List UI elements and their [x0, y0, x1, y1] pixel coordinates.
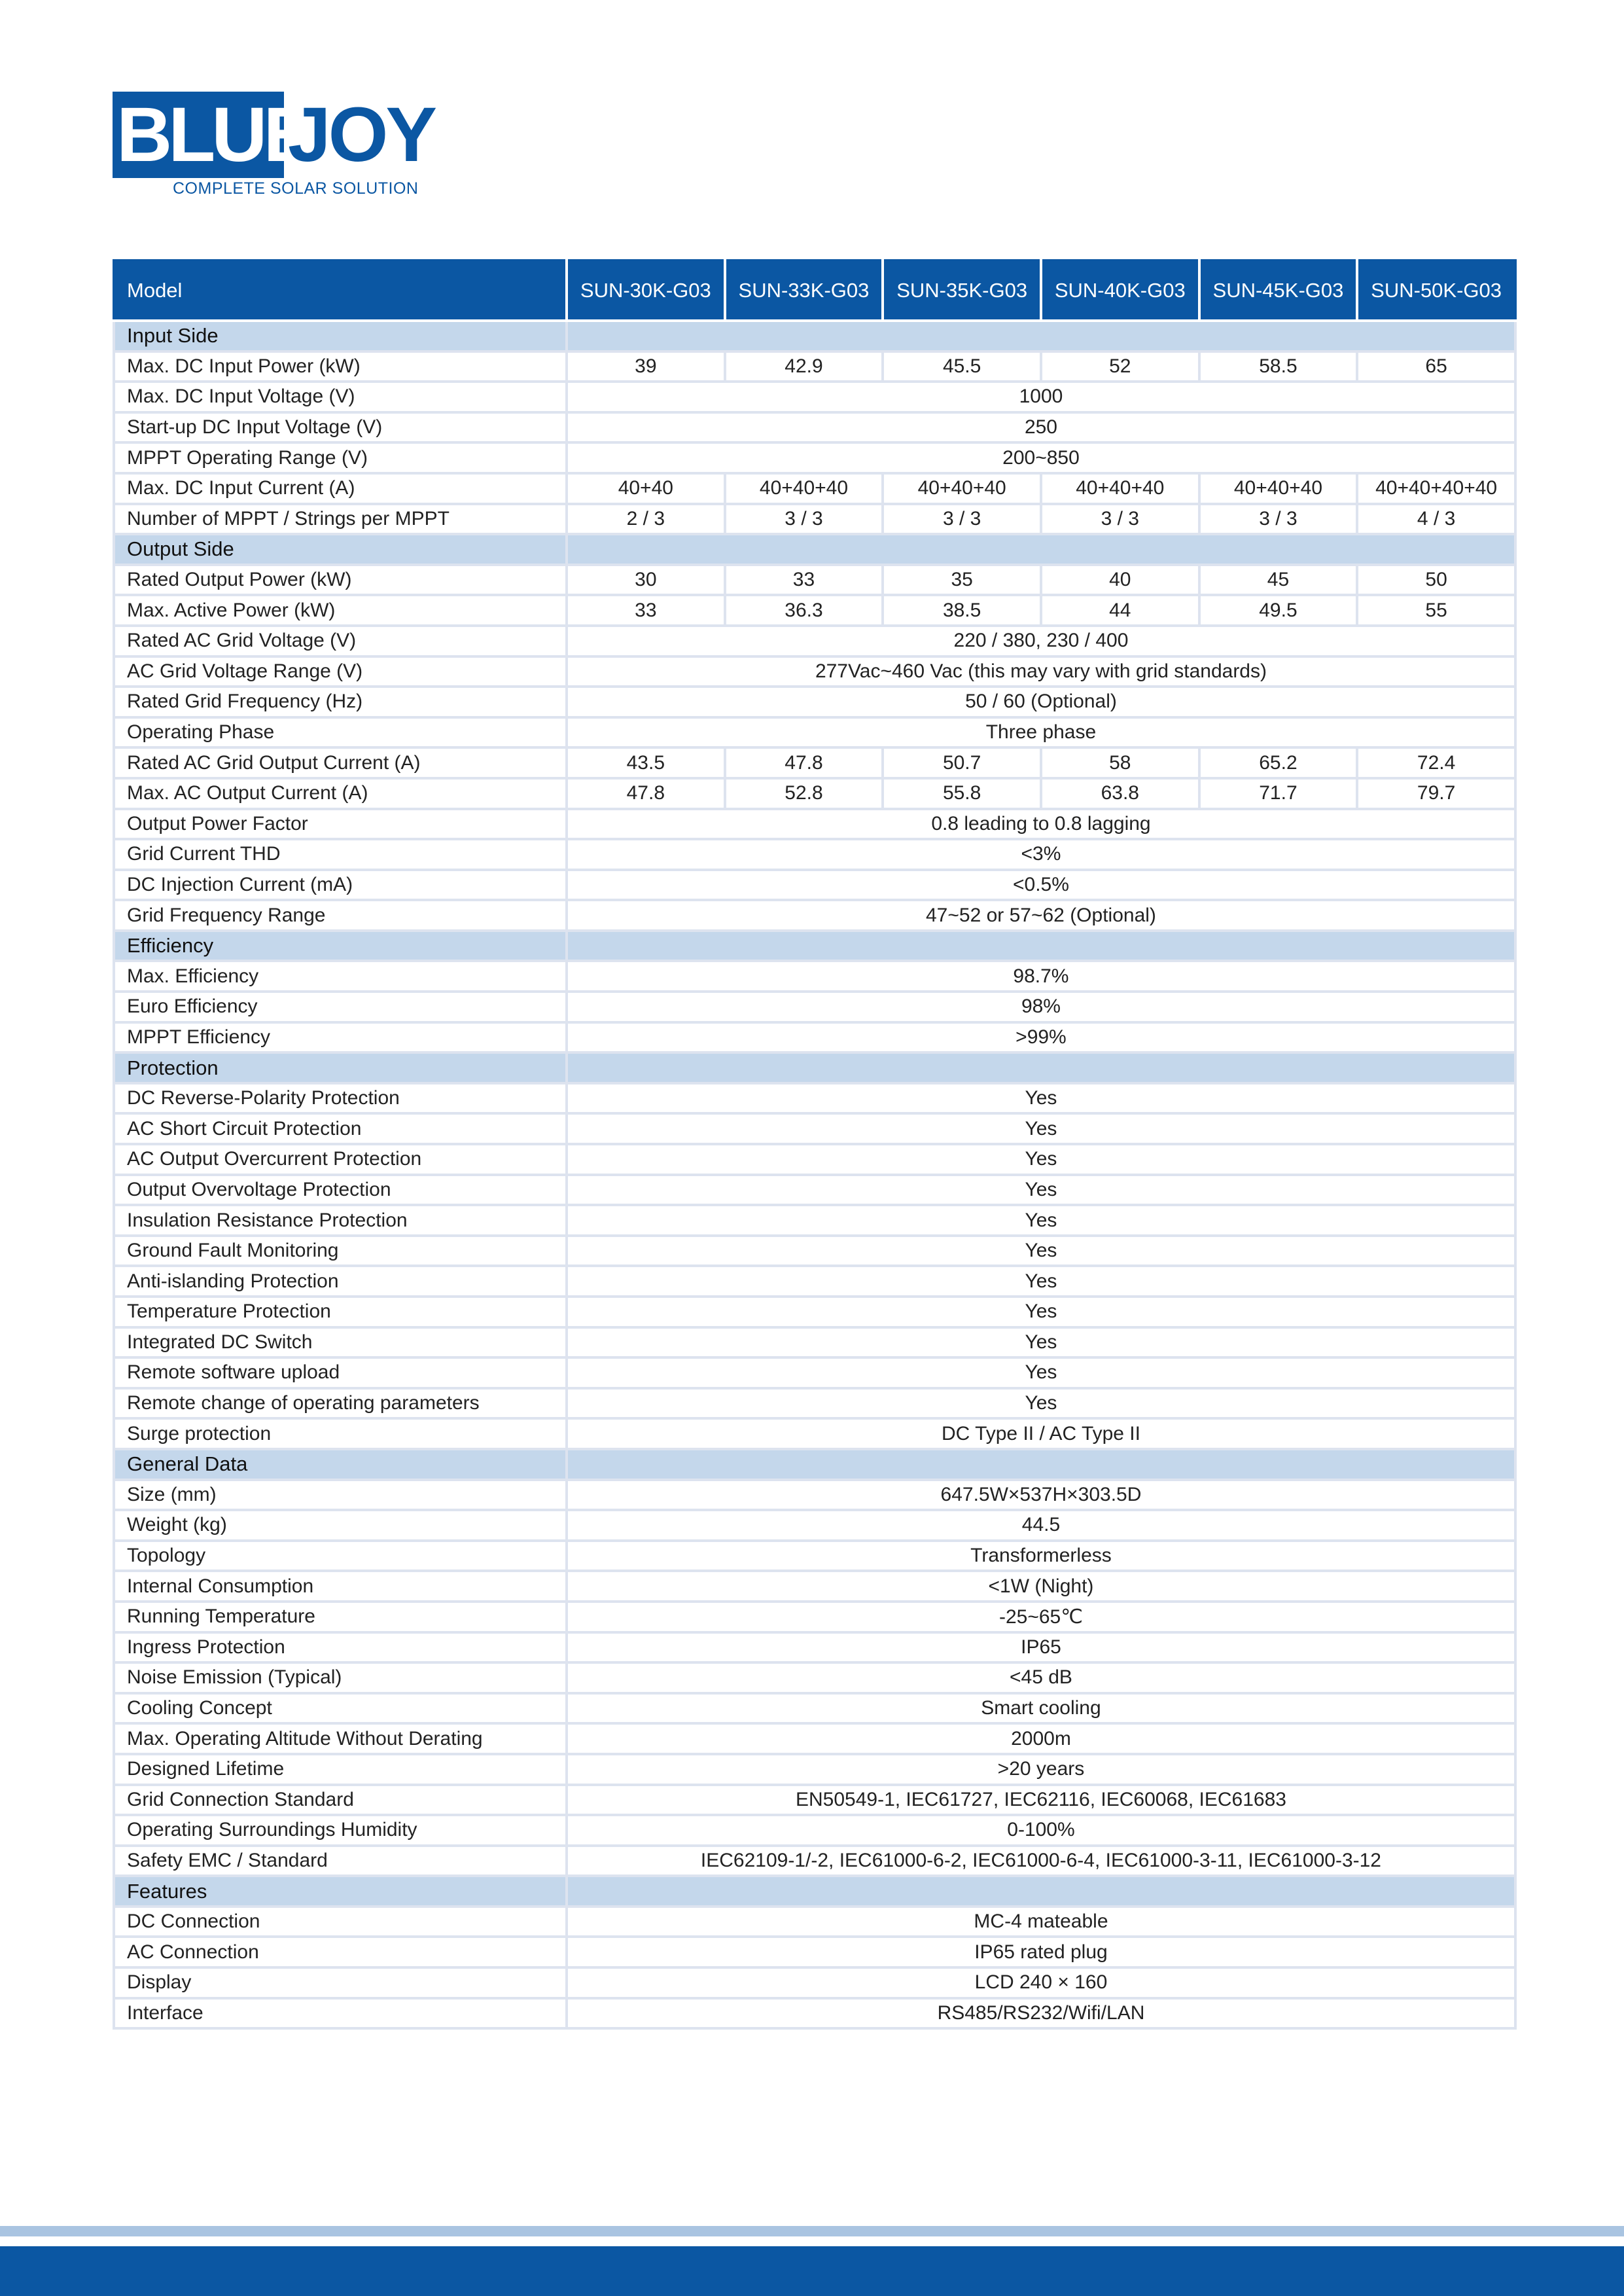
row-value: Yes — [567, 1297, 1515, 1327]
row-label: Designed Lifetime — [114, 1754, 567, 1785]
row-value: 4 / 3 — [1357, 504, 1515, 535]
row-value: Three phase — [567, 717, 1515, 748]
row-label: Max. DC Input Voltage (V) — [114, 382, 567, 412]
row-value: 250 — [567, 412, 1515, 443]
row-value: Yes — [567, 1236, 1515, 1266]
logo-text-blue: BLUE — [116, 92, 311, 178]
row-value: Yes — [567, 1388, 1515, 1419]
header-model: SUN-40K-G03 — [1041, 260, 1199, 321]
table-row — [114, 1357, 1515, 1388]
row-value: 40+40+40 — [883, 473, 1041, 504]
header-row — [114, 260, 1515, 321]
section-title: General Data — [114, 1449, 567, 1480]
table-row — [114, 565, 1515, 596]
row-value: Transformerless — [567, 1541, 1515, 1571]
logo-text-joy: JOY — [288, 92, 435, 178]
header-model: SUN-35K-G03 — [883, 260, 1041, 321]
row-label: Max. DC Input Power (kW) — [114, 351, 567, 382]
row-label: Number of MPPT / Strings per MPPT — [114, 504, 567, 535]
row-value: 50.7 — [883, 747, 1041, 778]
table-row — [114, 1236, 1515, 1266]
row-label: DC Reverse-Polarity Protection — [114, 1083, 567, 1114]
row-value: 58.5 — [1199, 351, 1358, 382]
row-value: 43.5 — [567, 747, 725, 778]
row-value: 3 / 3 — [883, 504, 1041, 535]
table-row — [114, 1083, 1515, 1114]
row-label: Operating Surroundings Humidity — [114, 1815, 567, 1846]
section-row — [114, 1449, 1515, 1480]
row-label: Grid Current THD — [114, 839, 567, 870]
row-value: 98% — [567, 992, 1515, 1022]
row-label: Remote change of operating parameters — [114, 1388, 567, 1419]
row-value: 42.9 — [725, 351, 883, 382]
table-row — [114, 1510, 1515, 1541]
row-value: 40+40+40 — [1041, 473, 1199, 504]
row-value: 44 — [1041, 595, 1199, 626]
row-label: Ground Fault Monitoring — [114, 1236, 567, 1266]
section-fill — [567, 1876, 1515, 1907]
row-value: 52.8 — [725, 778, 883, 809]
table-row — [114, 1602, 1515, 1632]
row-value: 40+40+40+40 — [1357, 473, 1515, 504]
row-value: >99% — [567, 1022, 1515, 1053]
row-value: 65.2 — [1199, 747, 1358, 778]
row-value: <1W (Night) — [567, 1571, 1515, 1602]
row-value: -25~65℃ — [567, 1602, 1515, 1632]
row-value: Yes — [567, 1113, 1515, 1144]
table-row — [114, 1785, 1515, 1816]
table-row — [114, 1571, 1515, 1602]
table-row — [114, 809, 1515, 840]
spec-table — [113, 259, 1517, 2030]
row-value: 49.5 — [1199, 595, 1358, 626]
row-value: 65 — [1357, 351, 1515, 382]
table-row — [114, 1418, 1515, 1449]
row-label: Display — [114, 1967, 567, 1998]
row-label: Operating Phase — [114, 717, 567, 748]
table-row — [114, 1723, 1515, 1754]
row-value: 38.5 — [883, 595, 1041, 626]
row-value: 47~52 or 57~62 (Optional) — [567, 900, 1515, 931]
row-value: 52 — [1041, 351, 1199, 382]
row-label: Output Overvoltage Protection — [114, 1175, 567, 1206]
row-value: <45 dB — [567, 1662, 1515, 1693]
row-label: Weight (kg) — [114, 1510, 567, 1541]
section-title: Efficiency — [114, 931, 567, 961]
row-value: 98.7% — [567, 961, 1515, 992]
row-label: DC Injection Current (mA) — [114, 870, 567, 901]
table-row — [114, 870, 1515, 901]
row-value: RS485/RS232/Wifi/LAN — [567, 1998, 1515, 2029]
row-value: 72.4 — [1357, 747, 1515, 778]
row-value: 36.3 — [725, 595, 883, 626]
section-row — [114, 534, 1515, 565]
row-value: 0.8 leading to 0.8 lagging — [567, 809, 1515, 840]
row-value: MC-4 mateable — [567, 1907, 1515, 1937]
row-label: Temperature Protection — [114, 1297, 567, 1327]
row-label: Max. Operating Altitude Without Derating — [114, 1723, 567, 1754]
brand-logo — [113, 92, 435, 203]
row-label: AC Connection — [114, 1937, 567, 1967]
row-value: Yes — [567, 1327, 1515, 1358]
row-label: Safety EMC / Standard — [114, 1846, 567, 1876]
table-row — [114, 504, 1515, 535]
row-value: 40+40+40 — [1199, 473, 1358, 504]
table-row — [114, 1022, 1515, 1053]
logo-box — [113, 92, 311, 178]
row-value: 45 — [1199, 565, 1358, 596]
footer-band-light — [0, 2226, 1624, 2236]
row-value: 220 / 380, 230 / 400 — [567, 626, 1515, 656]
section-title: Protection — [114, 1052, 567, 1083]
row-value: 2000m — [567, 1723, 1515, 1754]
row-value: IP65 rated plug — [567, 1937, 1515, 1967]
table-row — [114, 1907, 1515, 1937]
row-value: 63.8 — [1041, 778, 1199, 809]
section-row — [114, 321, 1515, 351]
section-fill — [567, 1449, 1515, 1480]
row-label: Grid Frequency Range — [114, 900, 567, 931]
row-label: DC Connection — [114, 1907, 567, 1937]
table-row — [114, 473, 1515, 504]
table-row — [114, 1662, 1515, 1693]
row-value: IP65 — [567, 1632, 1515, 1663]
row-label: Max. Active Power (kW) — [114, 595, 567, 626]
row-value: Yes — [567, 1175, 1515, 1206]
table-row — [114, 1327, 1515, 1358]
table-row — [114, 900, 1515, 931]
row-value: Yes — [567, 1266, 1515, 1297]
row-value: 3 / 3 — [1041, 504, 1199, 535]
row-label: Grid Connection Standard — [114, 1785, 567, 1816]
row-label: MPPT Efficiency — [114, 1022, 567, 1053]
table-row — [114, 717, 1515, 748]
row-value: DC Type II / AC Type II — [567, 1418, 1515, 1449]
section-fill — [567, 534, 1515, 565]
row-value: 47.8 — [567, 778, 725, 809]
row-label: Remote software upload — [114, 1357, 567, 1388]
row-value: EN50549-1, IEC61727, IEC62116, IEC60068, IEC61683 — [567, 1785, 1515, 1816]
table-row — [114, 351, 1515, 382]
table-row — [114, 1144, 1515, 1175]
row-value: 2 / 3 — [567, 504, 725, 535]
footer-band-dark — [0, 2246, 1624, 2296]
row-label: Integrated DC Switch — [114, 1327, 567, 1358]
row-value: Yes — [567, 1083, 1515, 1114]
row-value: >20 years — [567, 1754, 1515, 1785]
table-row — [114, 1175, 1515, 1206]
table-row — [114, 992, 1515, 1022]
row-label: Ingress Protection — [114, 1632, 567, 1663]
table-row — [114, 1297, 1515, 1327]
row-value: 647.5W×537H×303.5D — [567, 1480, 1515, 1511]
row-label: Max. DC Input Current (A) — [114, 473, 567, 504]
logo-tagline: COMPLETE SOLAR SOLUTION — [173, 179, 419, 198]
row-value: 30 — [567, 565, 725, 596]
row-value: 3 / 3 — [725, 504, 883, 535]
row-value: 1000 — [567, 382, 1515, 412]
section-row — [114, 1052, 1515, 1083]
row-label: Running Temperature — [114, 1602, 567, 1632]
table-row — [114, 1937, 1515, 1967]
row-label: Surge protection — [114, 1418, 567, 1449]
table-row — [114, 839, 1515, 870]
row-value: 58 — [1041, 747, 1199, 778]
header-model: SUN-50K-G03 — [1357, 260, 1515, 321]
table-row — [114, 1266, 1515, 1297]
section-title: Input Side — [114, 321, 567, 351]
row-value: 35 — [883, 565, 1041, 596]
header-model: SUN-30K-G03 — [567, 260, 725, 321]
table-row — [114, 778, 1515, 809]
row-value: 79.7 — [1357, 778, 1515, 809]
table-row — [114, 1113, 1515, 1144]
row-value: <3% — [567, 839, 1515, 870]
row-label: Size (mm) — [114, 1480, 567, 1511]
row-label: Rated Grid Frequency (Hz) — [114, 687, 567, 717]
row-label: AC Grid Voltage Range (V) — [114, 656, 567, 687]
row-value: 33 — [725, 565, 883, 596]
row-value: LCD 240 × 160 — [567, 1967, 1515, 1998]
header-model-label: Model — [114, 260, 567, 321]
row-value: Yes — [567, 1205, 1515, 1236]
section-row — [114, 1876, 1515, 1907]
row-label: AC Output Overcurrent Protection — [114, 1144, 567, 1175]
header-model: SUN-45K-G03 — [1199, 260, 1358, 321]
row-label: AC Short Circuit Protection — [114, 1113, 567, 1144]
row-label: Start-up DC Input Voltage (V) — [114, 412, 567, 443]
row-label: Euro Efficiency — [114, 992, 567, 1022]
row-value: 45.5 — [883, 351, 1041, 382]
row-label: Insulation Resistance Protection — [114, 1205, 567, 1236]
row-value: 39 — [567, 351, 725, 382]
row-value: 55.8 — [883, 778, 1041, 809]
row-label: Anti-islanding Protection — [114, 1266, 567, 1297]
row-label: Topology — [114, 1541, 567, 1571]
row-value: 50 — [1357, 565, 1515, 596]
table-row — [114, 442, 1515, 473]
row-label: Rated Output Power (kW) — [114, 565, 567, 596]
table-row — [114, 656, 1515, 687]
row-label: Rated AC Grid Output Current (A) — [114, 747, 567, 778]
table-row — [114, 961, 1515, 992]
table-row — [114, 1754, 1515, 1785]
row-label: Interface — [114, 1998, 567, 2029]
row-label: Output Power Factor — [114, 809, 567, 840]
table-row — [114, 1693, 1515, 1724]
table-row — [114, 1967, 1515, 1998]
table-row — [114, 595, 1515, 626]
table-row — [114, 1541, 1515, 1571]
row-value: 0-100% — [567, 1815, 1515, 1846]
row-value: 50 / 60 (Optional) — [567, 687, 1515, 717]
row-value: 3 / 3 — [1199, 504, 1358, 535]
row-label: Cooling Concept — [114, 1693, 567, 1724]
spec-table-body — [114, 321, 1515, 2028]
row-value: 200~850 — [567, 442, 1515, 473]
row-value: 71.7 — [1199, 778, 1358, 809]
row-value: <0.5% — [567, 870, 1515, 901]
row-label: Noise Emission (Typical) — [114, 1662, 567, 1693]
section-title: Output Side — [114, 534, 567, 565]
table-row — [114, 687, 1515, 717]
row-value: 40+40 — [567, 473, 725, 504]
section-title: Features — [114, 1876, 567, 1907]
section-row — [114, 931, 1515, 961]
section-fill — [567, 321, 1515, 351]
row-value: 47.8 — [725, 747, 883, 778]
row-label: Max. Efficiency — [114, 961, 567, 992]
table-row — [114, 747, 1515, 778]
section-fill — [567, 931, 1515, 961]
row-value: IEC62109-1/-2, IEC61000-6-2, IEC61000-6-4, IEC61000-3-11, IEC61000-3-12 — [567, 1846, 1515, 1876]
table-row — [114, 1998, 1515, 2029]
row-value: 277Vac~460 Vac (this may vary with grid standards) — [567, 656, 1515, 687]
row-label: Rated AC Grid Voltage (V) — [114, 626, 567, 656]
header-model: SUN-33K-G03 — [725, 260, 883, 321]
row-value: 44.5 — [567, 1510, 1515, 1541]
table-row — [114, 626, 1515, 656]
row-value: 55 — [1357, 595, 1515, 626]
row-value: 40+40+40 — [725, 473, 883, 504]
row-value: Smart cooling — [567, 1693, 1515, 1724]
table-row — [114, 1632, 1515, 1663]
row-value: 40 — [1041, 565, 1199, 596]
row-value: 33 — [567, 595, 725, 626]
section-fill — [567, 1052, 1515, 1083]
table-row — [114, 1480, 1515, 1511]
row-label: MPPT Operating Range (V) — [114, 442, 567, 473]
table-row — [114, 412, 1515, 443]
row-label: Max. AC Output Current (A) — [114, 778, 567, 809]
table-row — [114, 1846, 1515, 1876]
table-row — [114, 1388, 1515, 1419]
table-row — [114, 1815, 1515, 1846]
row-value: Yes — [567, 1144, 1515, 1175]
table-row — [114, 382, 1515, 412]
row-value: Yes — [567, 1357, 1515, 1388]
table-row — [114, 1205, 1515, 1236]
row-label: Internal Consumption — [114, 1571, 567, 1602]
